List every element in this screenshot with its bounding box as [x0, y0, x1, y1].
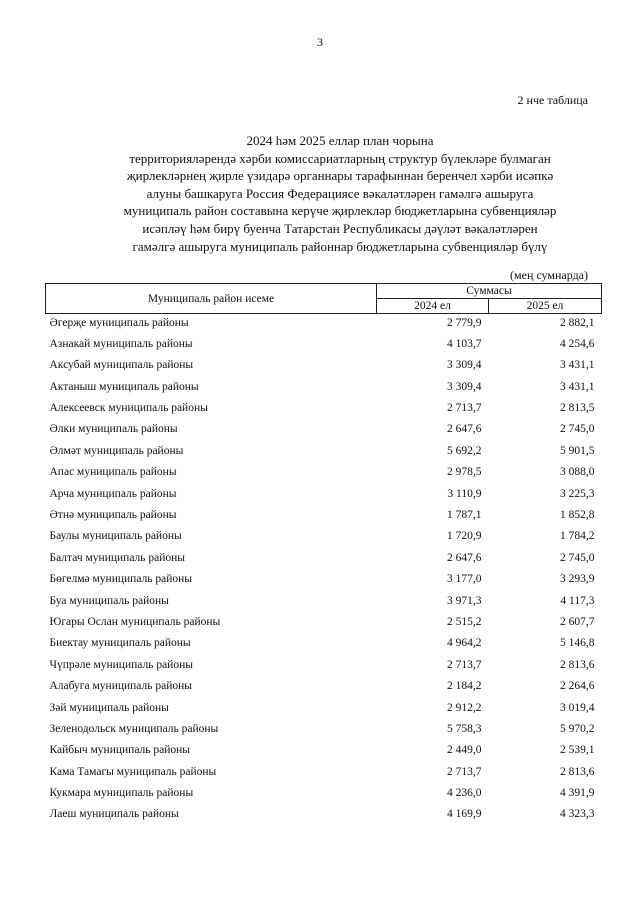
- table-row: [46, 656, 602, 677]
- amount-2024-cell: 3 971,3: [447, 594, 482, 607]
- district-name-cell: Баулы муниципаль районы: [49, 530, 182, 543]
- amount-2024-cell: 2 978,5: [447, 466, 482, 479]
- district-name-cell: Алабуга муниципаль районы: [49, 680, 193, 693]
- district-name-cell: Чүпрәле муниципаль районы: [49, 658, 193, 671]
- amount-2025-cell: 5 970,2: [560, 722, 595, 735]
- amount-2025-cell: 5 901,5: [560, 444, 595, 457]
- amount-2024-cell: 2 647,6: [447, 551, 482, 564]
- district-name-cell: Арча муниципаль районы: [49, 487, 177, 500]
- amount-2025-cell: 3 225,3: [560, 487, 595, 500]
- amount-2025-cell: 3 431,1: [560, 359, 595, 372]
- amount-2024-cell: 4 103,7: [447, 337, 482, 350]
- table-row: [46, 356, 602, 377]
- amount-2024-cell: 3 309,4: [447, 380, 482, 393]
- district-name-cell: Балтач муниципаль районы: [49, 551, 186, 564]
- amount-2025-cell: 1 852,8: [560, 509, 595, 522]
- amount-2024-cell: 3 110,9: [447, 487, 482, 500]
- amount-2024-cell: 2 184,2: [447, 680, 482, 693]
- table-row: [46, 463, 602, 484]
- title-line: җирлекләрнең җирле үзидарә органнары тарафыннан беренчел хәрби исәпкә: [126, 168, 554, 184]
- district-name-cell: Югары Ослан муниципаль районы: [49, 615, 221, 628]
- district-name-cell: Кайбыч муниципаль районы: [49, 744, 191, 757]
- title-line: алуны башкаруга Россия Федерациясе вәкаләтләрен гамәлгә ашыруга: [146, 185, 534, 201]
- district-name-cell: Апас муниципаль районы: [49, 466, 177, 479]
- amount-2024-cell: 1 787,1: [447, 509, 482, 522]
- district-name-cell: Зеленодольск муниципаль районы: [49, 722, 219, 735]
- district-name-cell: Зәй муниципаль районы: [49, 701, 169, 714]
- amount-2025-cell: 3 019,4: [560, 701, 595, 714]
- amount-2025-cell: 4 323,3: [560, 808, 595, 821]
- amount-2025-cell: 4 391,9: [560, 787, 595, 800]
- amount-2025-cell: 3 088,0: [560, 466, 595, 479]
- title-line: исәпләү һәм бирү буенча Татарстан Республикасы дәүләт вәкаләтләрен: [142, 220, 538, 236]
- amount-2025-cell: 2 264,6: [560, 680, 595, 693]
- district-name-cell: Әгерҗе муниципаль районы: [49, 317, 189, 329]
- amount-2024-cell: 4 169,9: [447, 808, 482, 821]
- amount-2024-cell: 2 713,7: [447, 402, 482, 415]
- table-row: [46, 420, 602, 441]
- amount-2025-cell: 3 431,1: [560, 380, 595, 393]
- table-row: [46, 335, 602, 356]
- amount-2025-cell: 2 813,5: [560, 402, 595, 415]
- amount-2024-cell: 3 177,0: [447, 573, 482, 586]
- table-row: [46, 613, 602, 634]
- title-line: 2024 һәм 2025 еллар план чорына: [246, 133, 434, 148]
- amount-2024-cell: 2 713,7: [447, 765, 482, 778]
- header-year-2025: 2025 ел: [489, 299, 602, 314]
- amount-2024-cell: 2 912,2: [447, 701, 482, 714]
- title-line: гамәлгә ашыруга муниципаль районнар бюджетларына субвенцияләр бүлү: [132, 238, 548, 254]
- table-row: [46, 399, 602, 420]
- title-line: территорияләрендә хәрби комиссариатларның структур бүлекләре булмаган: [129, 150, 551, 166]
- table-label: 2 нче таблица: [517, 93, 588, 107]
- amount-2025-cell: 4 254,6: [560, 337, 595, 350]
- table-row: [46, 570, 602, 591]
- amount-2024-cell: 2 713,7: [447, 658, 482, 671]
- header-year-2024: 2024 ел: [377, 299, 489, 314]
- amount-2024-cell: 1 720,9: [447, 530, 482, 543]
- amount-2024-cell: 2 449,0: [447, 744, 482, 757]
- table-row: [46, 485, 602, 506]
- amount-2025-cell: 2 813,6: [560, 658, 595, 671]
- amount-2025-cell: 2 607,7: [560, 615, 595, 628]
- amount-2025-cell: 5 146,8: [560, 637, 595, 650]
- subvention-table: [45, 283, 602, 827]
- amount-2024-cell: 2 647,6: [447, 423, 482, 436]
- amount-2024-cell: 2 515,2: [447, 615, 482, 628]
- table-row: [46, 699, 602, 720]
- table-row: [46, 549, 602, 570]
- table-row: [46, 741, 602, 762]
- amount-2024-cell: 4 964,2: [447, 637, 482, 650]
- district-name-cell: Аксубай муниципаль районы: [49, 359, 194, 372]
- table-title: [60, 132, 620, 255]
- amount-2024-cell: 2 779,9: [447, 317, 482, 329]
- amount-2025-cell: 2 813,6: [560, 765, 595, 778]
- table-row: [46, 442, 602, 463]
- table-row: [46, 805, 602, 826]
- amount-2025-cell: 3 293,9: [560, 573, 595, 586]
- title-line: муниципаль район составына керүче җирлекләр бюджетларына субвенцияләр: [123, 203, 557, 219]
- header-amount: Суммасы: [377, 284, 602, 299]
- district-name-cell: Кама Тамагы муниципаль районы: [49, 765, 217, 778]
- amount-2024-cell: 5 692,2: [447, 444, 482, 457]
- table-body: [46, 314, 602, 827]
- amount-2025-cell: 2 882,1: [560, 317, 595, 329]
- table-row: [46, 634, 602, 655]
- district-name-cell: Кукмара муниципаль районы: [49, 787, 194, 800]
- table-row: [46, 592, 602, 613]
- district-name-cell: Әтнә муниципаль районы: [49, 509, 177, 522]
- amount-2025-cell: 2 539,1: [560, 744, 595, 757]
- district-name-cell: Буа муниципаль районы: [49, 594, 169, 607]
- district-name-cell: Әлмәт муниципаль районы: [49, 444, 184, 457]
- amount-2025-cell: 4 117,3: [560, 594, 595, 607]
- amount-2024-cell: 4 236,0: [447, 787, 482, 800]
- district-name-cell: Биектау муниципаль районы: [49, 637, 191, 650]
- district-name-cell: Әлки муниципаль районы: [49, 423, 178, 436]
- table-row: [46, 763, 602, 784]
- district-name-cell: Алексеевск муниципаль районы: [49, 402, 208, 415]
- table-row: [46, 314, 602, 335]
- amount-2025-cell: 2 745,0: [560, 423, 595, 436]
- district-name-cell: Актаныш муниципаль районы: [49, 380, 199, 393]
- page-number: 3: [317, 35, 323, 49]
- table-row: [46, 784, 602, 805]
- table-row: [46, 720, 602, 741]
- amount-2024-cell: 3 309,4: [447, 359, 482, 372]
- district-name-cell: Лаеш муниципаль районы: [49, 808, 179, 821]
- table-row: [46, 677, 602, 698]
- amount-2024-cell: 5 758,3: [447, 722, 482, 735]
- table-row: [46, 527, 602, 548]
- units-note: (мең сумнарда): [510, 268, 588, 282]
- table-header-row: [46, 284, 602, 299]
- amount-2025-cell: 2 745,0: [560, 551, 595, 564]
- table-row: [46, 506, 602, 527]
- district-name-cell: Бөгелмә муниципаль районы: [49, 573, 193, 586]
- amount-2025-cell: 1 784,2: [560, 530, 595, 543]
- table-row: [46, 378, 602, 399]
- district-name-cell: Азнакай муниципаль районы: [49, 337, 193, 350]
- header-district-name: Муниципаль район исеме: [46, 284, 377, 314]
